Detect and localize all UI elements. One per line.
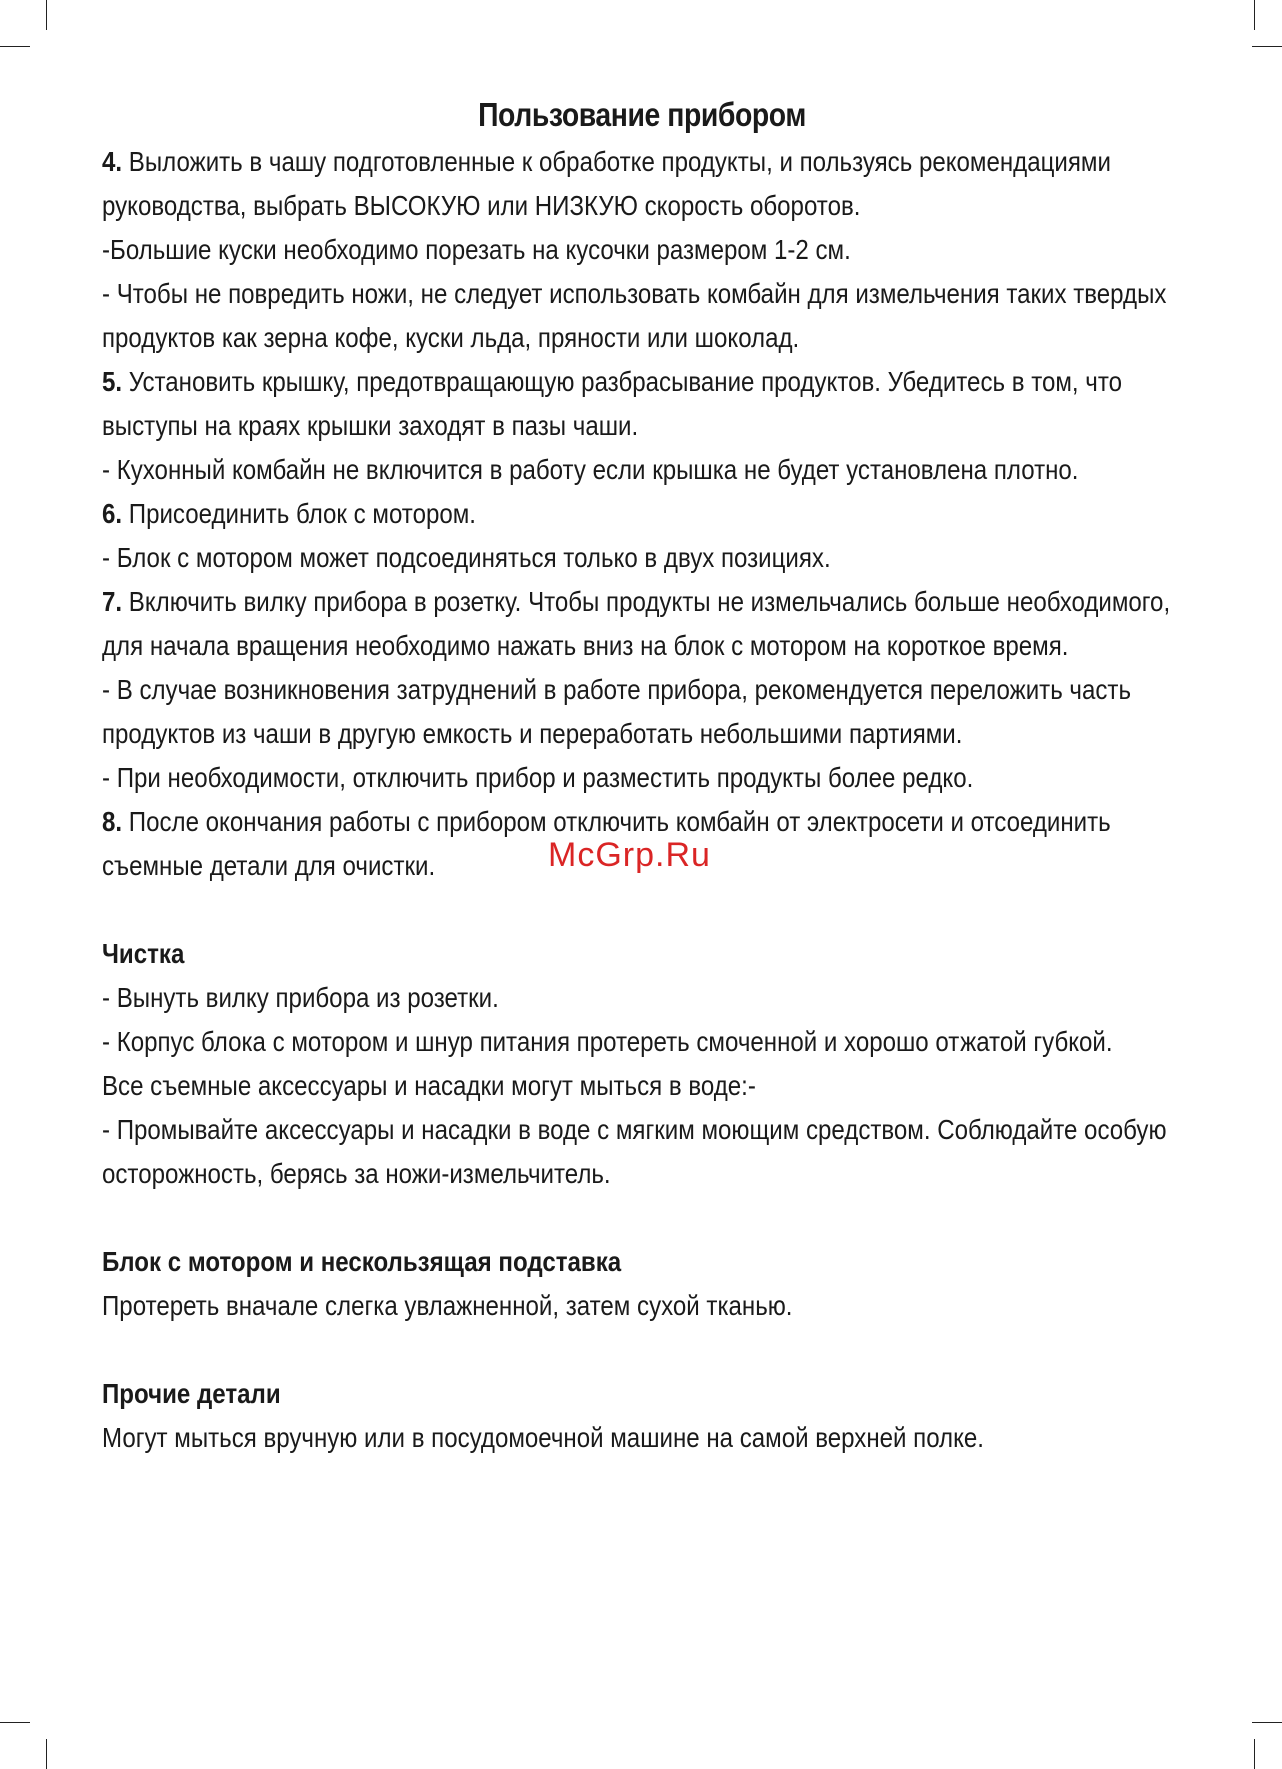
step-text: Установить крышку, предотвращающую разбрасывание продуктов. Убедитесь в том, что выступы на краях крышки заходят в пазы чаши. — [102, 366, 1122, 441]
cleaning-line: Все съемные аксессуары и насадки могут мыться в воде:- — [102, 1070, 756, 1101]
crop-mark — [1254, 1739, 1255, 1769]
other-section — [102, 1372, 1182, 1460]
motor-title: Блок с мотором и нескользящая подставка — [102, 1246, 622, 1277]
other-text: Могут мыться вручную или в посудомоечной машине на самой верхней полке. — [102, 1422, 985, 1453]
note-text: - Кухонный комбайн не включится в работу если крышка не будет установлена плотно. — [102, 454, 1079, 485]
crop-mark — [1252, 1722, 1282, 1723]
step-number: 6. — [102, 498, 123, 529]
note-text: - В случае возникновения затруднений в работе прибора, рекомендуется переложить часть продуктов из чаши в другую емкость и переработать небольшими партиями. — [102, 674, 1131, 749]
cleaning-title: Чистка — [102, 938, 185, 969]
usage-step-6 — [102, 492, 1179, 536]
crop-mark — [46, 0, 47, 30]
cleaning-line: - Промывайте аксессуары и насадки в воде с мягким моющим средством. Соблюдайте особую осторожность, берясь за ножи-измельчитель. — [102, 1114, 1167, 1189]
step-number: 5. — [102, 366, 123, 397]
crop-mark — [0, 46, 30, 47]
usage-step-7 — [102, 580, 1179, 668]
usage-note — [102, 536, 1179, 580]
usage-note — [102, 448, 1179, 492]
step-text: Выложить в чашу подготовленные к обработке продукты, и пользуясь рекомендациями руководства, выбрать ВЫСОКУЮ или НИЗКУЮ скорость оборотов. — [102, 146, 1111, 221]
usage-step-4 — [102, 140, 1179, 228]
motor-section — [102, 1240, 1182, 1328]
step-text: Присоединить блок с мотором. — [122, 498, 476, 529]
usage-note — [102, 756, 1179, 800]
usage-note — [102, 272, 1179, 360]
usage-note — [102, 228, 1179, 272]
step-number: 7. — [102, 586, 123, 617]
crop-mark — [1252, 46, 1282, 47]
note-text: - При необходимости, отключить прибор и разместить продукты более редко. — [102, 762, 974, 793]
note-text: - Блок с мотором может подсоединяться только в двух позициях. — [102, 542, 831, 573]
step-number: 4. — [102, 146, 123, 177]
usage-section — [102, 140, 1182, 888]
cleaning-line: - Корпус блока с мотором и шнур питания протереть смоченной и хорошо отжатой губкой. — [102, 1026, 1113, 1057]
crop-mark — [46, 1739, 47, 1769]
note-text: - Чтобы не повредить ножи, не следует использовать комбайн для измельчения таких твердых продуктов как зерна кофе, куски льда, пряности или шоколад. — [102, 278, 1167, 353]
usage-note — [102, 668, 1179, 756]
step-text: Включить вилку прибора в розетку. Чтобы продукты не измельчались больше необходимого, для начала вращения необходимо нажать вниз на блок с мотором на короткое время. — [102, 586, 1171, 661]
step-text: После окончания работы с прибором отключить комбайн от электросети и отсоединить съемные детали для очистки. — [102, 806, 1111, 881]
other-title: Прочие детали — [102, 1378, 281, 1409]
page-content — [102, 96, 1182, 1460]
watermark: McGrp.Ru — [548, 836, 711, 874]
cleaning-line: - Вынуть вилку прибора из розетки. — [102, 982, 499, 1013]
page-title: Пользование прибором — [478, 96, 806, 133]
note-text: -Большие куски необходимо порезать на кусочки размером 1-2 см. — [102, 234, 851, 265]
motor-text: Протереть вначале слегка увлажненной, затем сухой тканью. — [102, 1290, 793, 1321]
crop-mark — [1254, 0, 1255, 30]
crop-mark — [0, 1722, 30, 1723]
usage-step-5 — [102, 360, 1179, 448]
step-number: 8. — [102, 806, 123, 837]
cleaning-section — [102, 932, 1182, 1196]
